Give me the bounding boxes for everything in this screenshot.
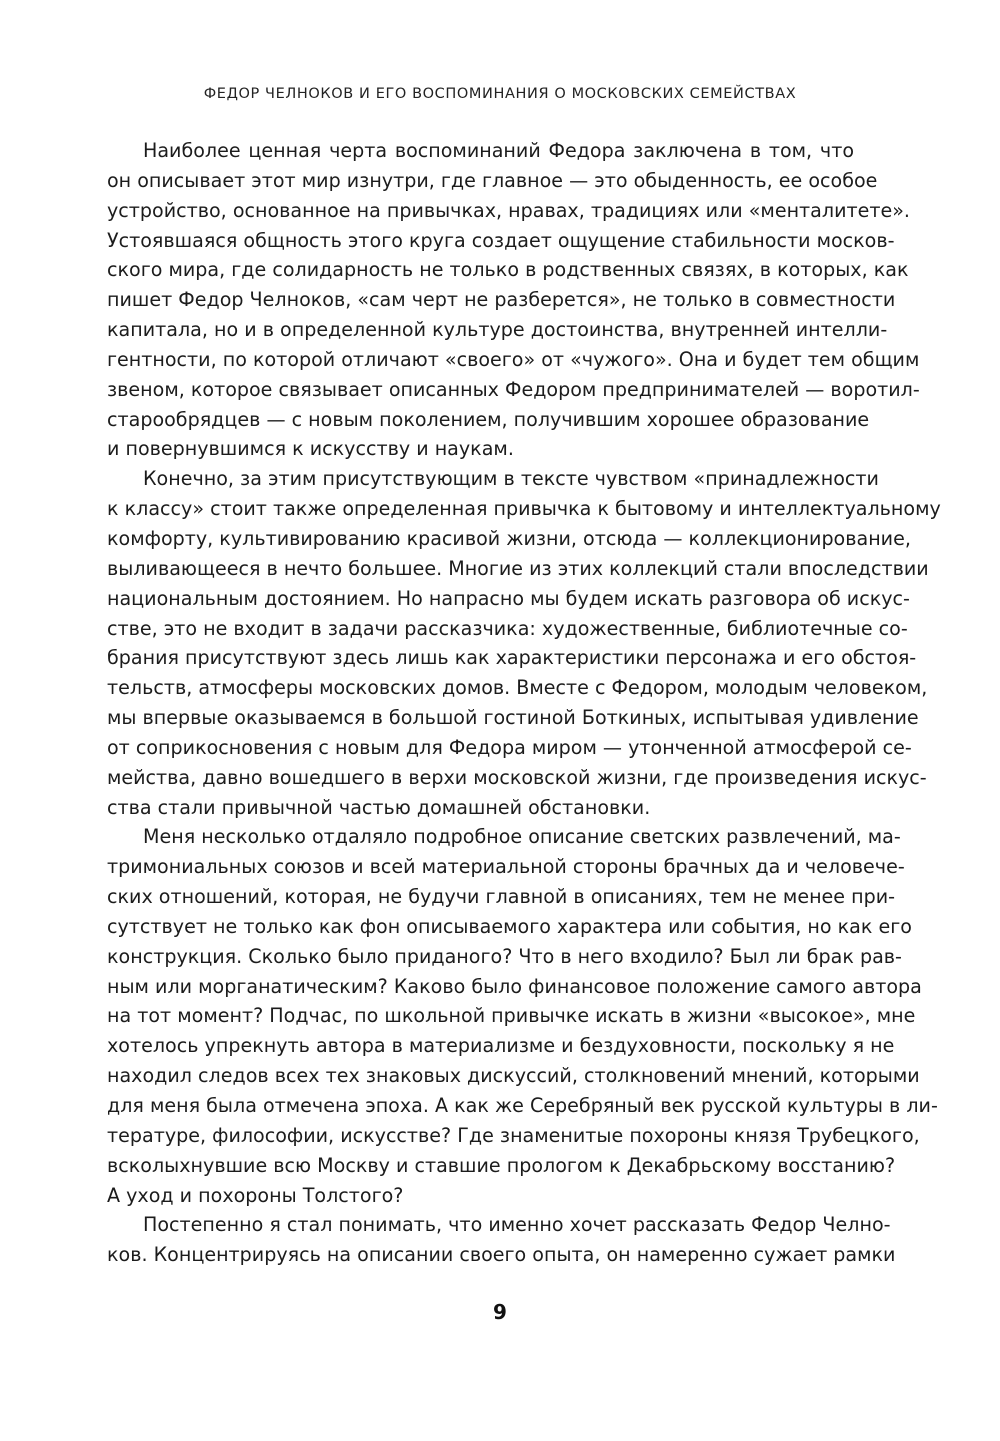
text-line: находил следов всех тех знаковых дискуссий, столкновений мнений, которыми <box>107 1064 920 1088</box>
text-line: ских отношений, которая, не будучи главной в описаниях, тем не менее при- <box>107 885 896 909</box>
paragraph <box>107 464 941 822</box>
text-line: Конечно, за этим присутствующим в тексте чувством «принадлежности <box>143 467 879 491</box>
text-line: А уход и похороны Толстого? <box>107 1183 404 1207</box>
text-line: мейства, давно вошедшего в верхи московской жизни, где произведения искус- <box>107 765 927 789</box>
text-line: на тот момент? Подчас, по школьной привычке искать в жизни «высокое», мне <box>107 1004 916 1028</box>
text-line: тельств, атмосферы московских домов. Вместе с Федором, молодым человеком, <box>107 676 928 700</box>
text-line: пишет Федор Челноков, «сам черт не разберется», не только в совместности <box>107 288 896 312</box>
text-line: тримониальных союзов и всей материальной стороны брачных да и человече- <box>107 855 905 879</box>
text-line: ков. Концентрируясь на описании своего опыта, он намеренно сужает рамки <box>107 1243 896 1267</box>
text-line: стве, это не входит в задачи рассказчика: художественные, библиотечные со- <box>107 616 908 640</box>
text-line: он описывает этот мир изнутри, где главное — это обыденность, ее особое <box>107 168 878 192</box>
text-line: Наиболее ценная черта воспоминаний Федора заключена в том, что <box>143 139 854 162</box>
text-line: капитала, но и в определенной культуре достоинства, внутренней интелли- <box>107 318 888 342</box>
text-line: брания присутствуют здесь лишь как характеристики персонажа и его обстоя- <box>107 646 917 670</box>
text-line: для меня была отмечена эпоха. А как же Серебряный век русской культуры в ли- <box>107 1094 938 1117</box>
text-line: гентности, по которой отличают «своего» от «чужого». Она и будет тем общим <box>107 347 920 371</box>
paragraph <box>107 136 920 464</box>
text-line: устройство, основанное на привычках, нравах, традициях или «менталитете». <box>107 198 910 222</box>
text-line: ского мира, где солидарность не только в родственных связях, в которых, как <box>107 258 909 282</box>
text-line: Постепенно я стал понимать, что именно хочет рассказать Федор Челно- <box>143 1213 891 1237</box>
text-line: всколыхнувшие всю Москву и ставшие прологом к Декабрьскому восстанию? <box>107 1153 896 1177</box>
text-line: и повернувшимся к искусству и наукам. <box>107 437 514 461</box>
text-line: ства стали привычной частью домашней обстановки. <box>107 795 651 819</box>
text-line: от соприкосновения с новым для Федора миром — утонченной атмосферой се- <box>107 735 912 759</box>
text-line: комфорту, культивированию красивой жизни, отсюда — коллекционирование, <box>107 526 911 550</box>
text-line: Устоявшаяся общность этого круга создает ощущение стабильности москов- <box>107 228 895 252</box>
text-line: Меня несколько отдаляло подробное описание светских развлечений, ма- <box>143 825 901 849</box>
paragraph <box>107 822 938 1210</box>
text-line: хотелось упрекнуть автора в материализме и бездуховности, поскольку я не <box>107 1034 895 1058</box>
paragraph <box>107 1210 896 1270</box>
text-line: ным или морганатическим? Каково было финансовое положение самого автора <box>107 974 922 998</box>
text-line: сутствует не только как фон описываемого характера или события, но как его <box>107 914 912 938</box>
text-line: к классу» стоит также определенная привычка к бытовому и интеллектуальному <box>107 497 941 521</box>
text-line: тературе, философии, искусстве? Где знаменитые похороны князя Трубецкого, <box>107 1123 920 1147</box>
text-line: старообрядцев — с новым поколением, получившим хорошее образование <box>107 407 870 431</box>
running-head: ФЕДОР ЧЕЛНОКОВ И ЕГО ВОСПОМИНАНИЯ О МОСКОВСКИХ СЕМЕЙСТВАХ <box>203 86 797 102</box>
text-line: национальным достоянием. Но напрасно мы будем искать разговора об искус- <box>107 586 910 610</box>
page-number: 9 <box>493 1300 507 1324</box>
text-line: конструкция. Сколько было приданого? Что в него входило? Был ли брак рав- <box>107 944 902 968</box>
text-line: звеном, которое связывает описанных Федором предпринимателей — воротил- <box>107 377 920 401</box>
body-text <box>107 136 941 1270</box>
text-line: мы впервые оказываемся в большой гостиной Боткиных, испытывая удивление <box>107 706 919 730</box>
text-line: выливающееся в нечто большее. Многие из этих коллекций стали впоследствии <box>107 556 929 580</box>
